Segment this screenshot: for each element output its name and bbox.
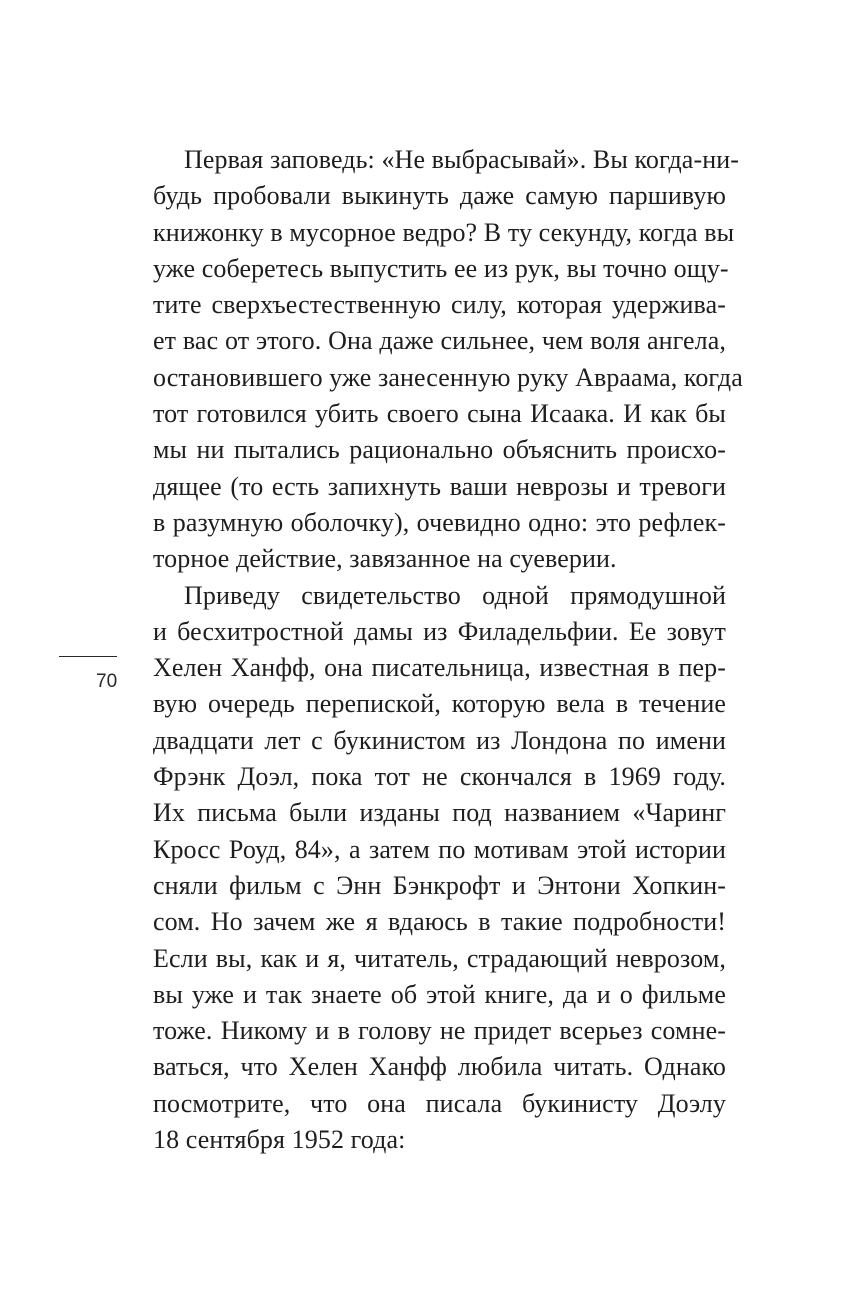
text-line: сом. Но зачем же я вдаюсь в такие подробности! [153,907,726,937]
text-line: Хелен Ханфф, она писательница, известная в пер- [153,653,726,683]
text-line: в разумную оболочку), очевидно одно: это рефлек- [153,507,726,537]
text-line: двадцати лет с букинистом из Лондона по имени [153,725,726,755]
text-line: Первая заповедь: «Не выбрасывай». Вы когда-ни- [184,145,739,174]
paragraph-first-commandment [153,142,743,578]
folio-rule [59,656,117,657]
text-line: ваться, что Хелен Ханфф любила читать. Однако [153,1052,726,1082]
text-line: ет вас от этого. Она даже сильнее, чем воля ангела, [153,326,726,356]
text-line: и бесхитростной дамы из Филадельфии. Ее зовут [153,616,726,646]
text-line: Если вы, как и я, читатель, страдающий неврозом, [153,943,726,973]
text-line: остановившего уже занесенную руку Авраама, когда [153,362,743,392]
text-line: будь пробовали выкинуть даже самую паршивую [153,181,726,211]
text-line: тот готовился убить своего сына Исаака. И как бы [153,399,726,429]
text-line: тите сверхъестественную силу, которая удержива- [153,290,726,320]
text-line: Фрэнк Доэл, пока тот не скончался в 1969 году. [153,762,726,792]
page-number: 70 [96,671,118,692]
text-line: сняли фильм с Энн Бэнкрофт и Энтони Хопкин- [153,870,726,900]
body-text [153,142,743,1158]
text-line: дящее (то есть запихнуть ваши неврозы и тревоги [153,471,726,501]
text-line: тоже. Никому и в голову не придет всерьез сомне- [153,1016,726,1046]
text-line: мы ни пытались рационально объяснить происхо- [153,435,726,465]
text-line: Кросс Роуд, 84», а затем по мотивам этой истории [153,834,726,864]
paragraph-helene-hanff [153,578,726,1159]
text-line: 18 сентября 1952 года: [153,1125,406,1155]
text-line: книжонку в мусорное ведро? В ту секунду, когда вы [153,217,735,247]
text-line: посмотрите, что она писала букинисту Доэлу [153,1088,726,1118]
text-line: Их письма были изданы под названием «Чаринг [153,798,726,828]
text-line: вую очередь перепиской, которую вела в течение [153,689,726,719]
text-line: уже соберетесь выпустить ее из рук, вы точно ощу- [153,253,729,283]
text-line: вы уже и так знаете об этой книге, да и о фильме [153,979,726,1009]
text-line: торное действие, завязанное на суеверии. [153,544,617,574]
text-line: Приведу свидетельство одной прямодушной [184,580,726,610]
